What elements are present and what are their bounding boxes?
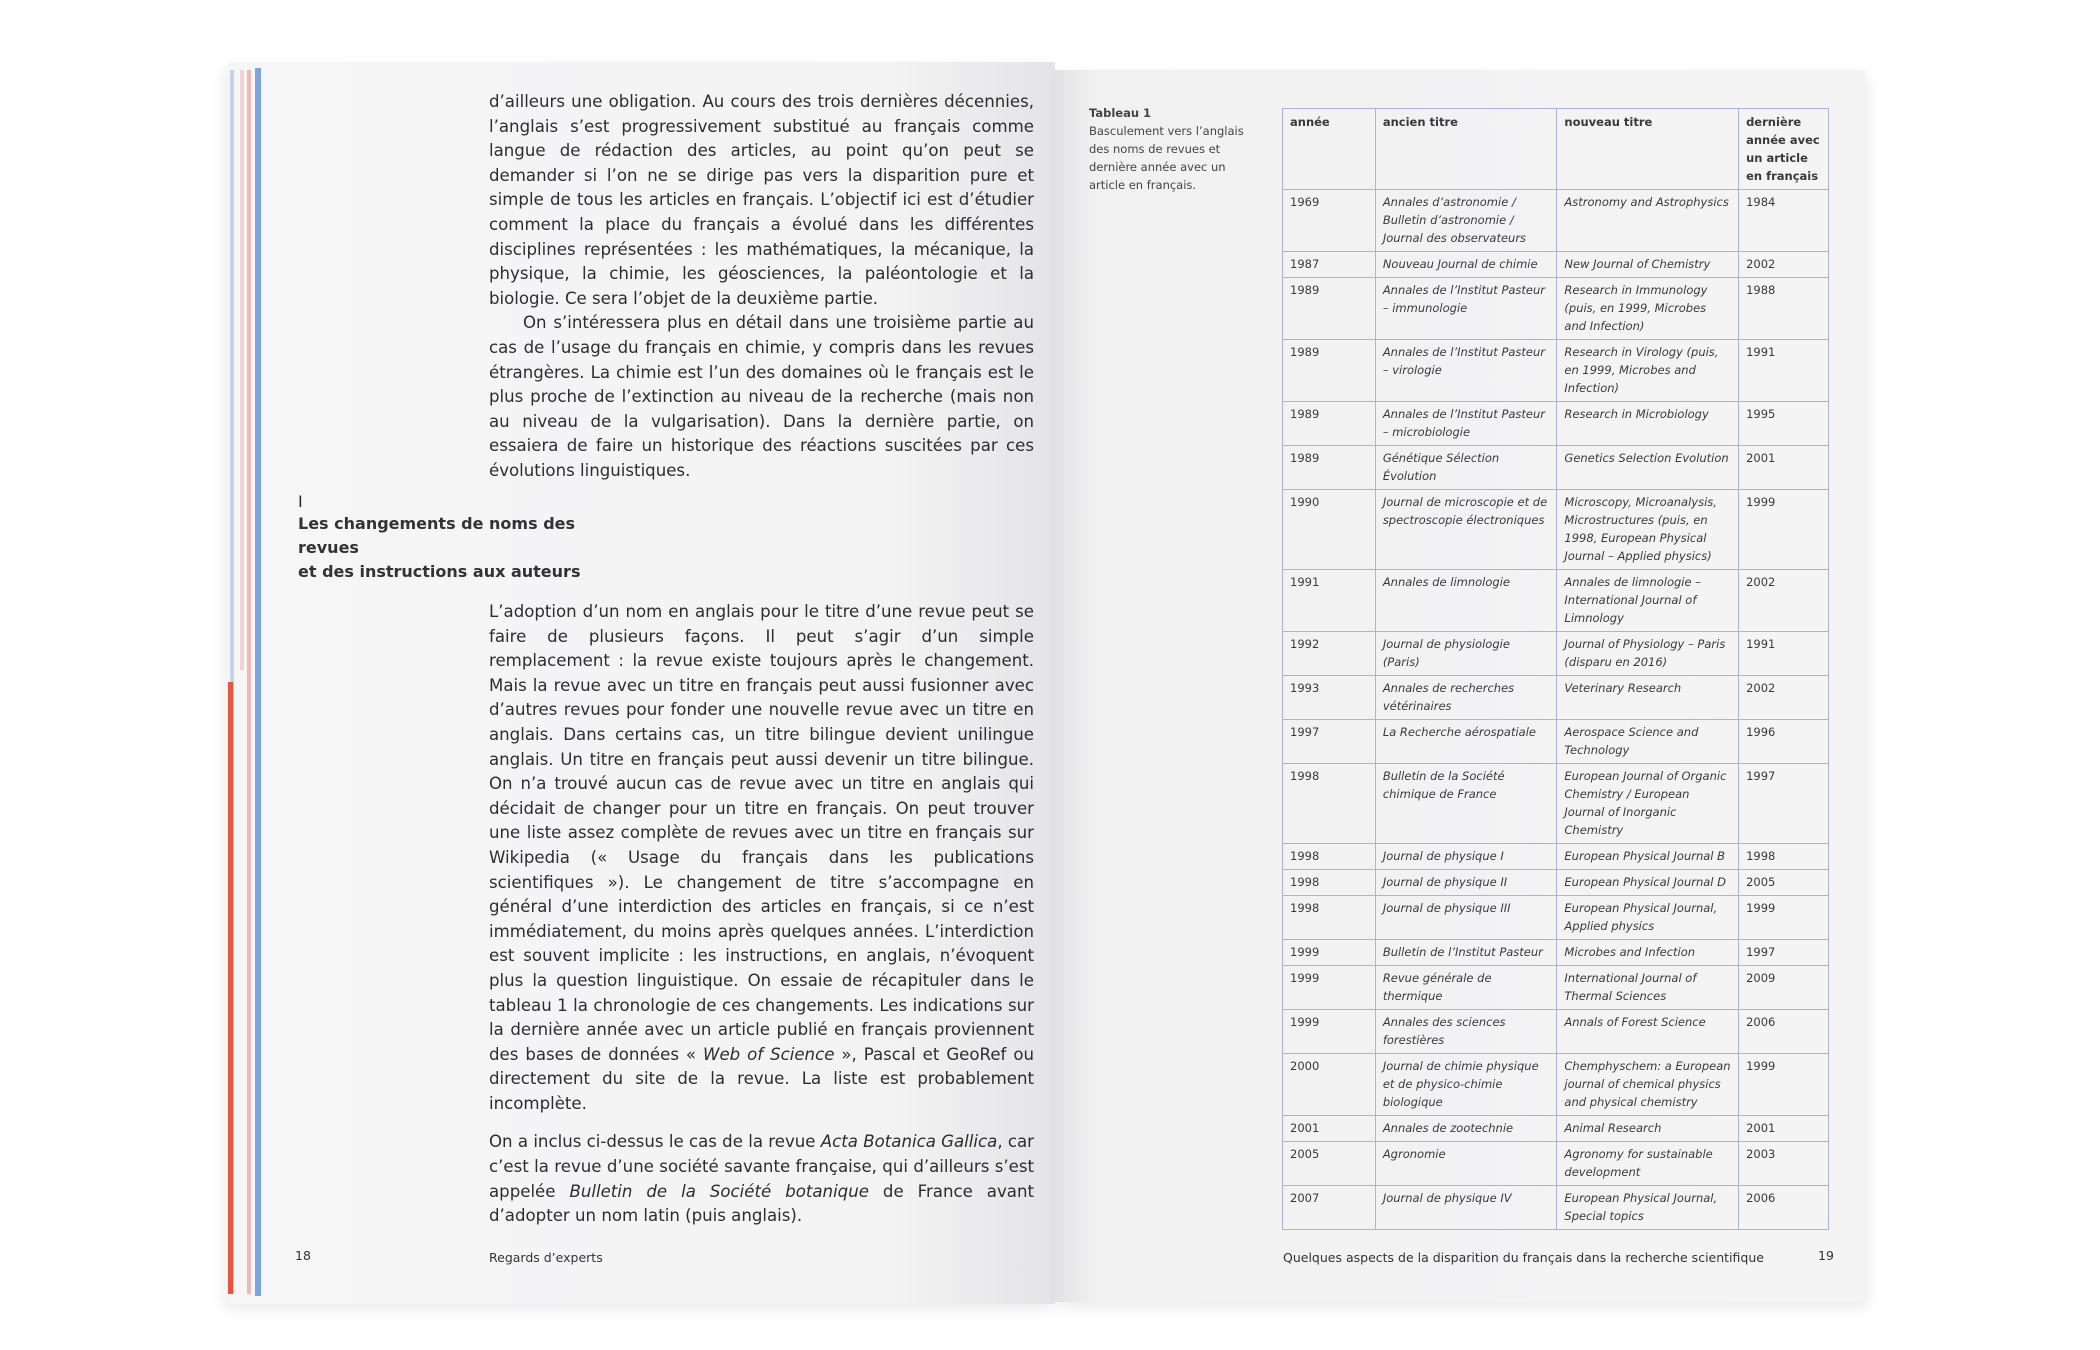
cell-old-title: Journal de physiologie (Paris) [1375, 632, 1557, 676]
cell-new-title: Microscopy, Microanalysis, Microstructures (puis, en 1998, European Physical Journal – Applied physics) [1557, 490, 1739, 570]
cell-last-year: 1995 [1739, 402, 1829, 446]
cell-last-year: 1988 [1739, 278, 1829, 340]
cell-new-title: European Physical Journal, Applied physics [1557, 896, 1739, 940]
section-title [298, 512, 638, 584]
cell-new-title: Research in Immunology (puis, en 1999, Microbes and Infection) [1557, 278, 1739, 340]
cell-last-year: 2001 [1739, 446, 1829, 490]
table-row [1283, 1186, 1829, 1230]
edge-stripe-blue [255, 68, 261, 1296]
header-last-year: dernière année avec un article en français [1739, 109, 1829, 190]
cell-old-title: Bulletin de la Société chimique de France [1375, 764, 1557, 844]
table-row [1283, 1010, 1829, 1054]
table-row [1283, 676, 1829, 720]
table-body [1283, 190, 1829, 1230]
cell-last-year: 2002 [1739, 252, 1829, 278]
right-running-head: Quelques aspects de la disparition du français dans la recherche scientifique [1283, 1250, 1764, 1265]
cell-last-year: 1999 [1739, 490, 1829, 570]
table-row [1283, 340, 1829, 402]
cell-year: 1989 [1283, 278, 1376, 340]
table-row [1283, 190, 1829, 252]
cell-new-title: Chemphyschem: a European journal of chemical physics and physical chemistry [1557, 1054, 1739, 1116]
cell-new-title: Agronomy for sustainable development [1557, 1142, 1739, 1186]
cell-old-title: Annales de limnologie [1375, 570, 1557, 632]
cell-old-title: Génétique Sélection Évolution [1375, 446, 1557, 490]
cell-year: 1989 [1283, 402, 1376, 446]
cell-last-year: 2005 [1739, 870, 1829, 896]
cell-year: 2001 [1283, 1116, 1376, 1142]
cell-new-title: Research in Microbiology [1557, 402, 1739, 446]
section-text-block [489, 600, 1034, 1229]
cell-year: 2007 [1283, 1186, 1376, 1230]
cell-old-title: Annales de l’Institut Pasteur – virologie [1375, 340, 1557, 402]
cell-old-title: Annales de zootechnie [1375, 1116, 1557, 1142]
cell-new-title: Journal of Physiology – Paris (disparu en 2016) [1557, 632, 1739, 676]
table-row [1283, 402, 1829, 446]
cell-last-year: 2002 [1739, 676, 1829, 720]
intro-text-block [489, 90, 1034, 484]
cell-new-title: European Physical Journal, Special topics [1557, 1186, 1739, 1230]
cell-year: 1987 [1283, 252, 1376, 278]
cell-year: 1993 [1283, 676, 1376, 720]
cell-new-title: International Journal of Thermal Sciences [1557, 966, 1739, 1010]
header-year: année [1283, 109, 1376, 190]
cell-old-title: Journal de microscopie et de spectroscopie électroniques [1375, 490, 1557, 570]
cell-year: 1969 [1283, 190, 1376, 252]
cell-last-year: 1996 [1739, 720, 1829, 764]
cell-last-year: 1997 [1739, 940, 1829, 966]
table-row [1283, 278, 1829, 340]
edge-stripe-red [228, 682, 233, 1294]
table-row [1283, 940, 1829, 966]
cell-old-title: Annales de recherches vétérinaires [1375, 676, 1557, 720]
cell-old-title: Nouveau Journal de chimie [1375, 252, 1557, 278]
table-row [1283, 1054, 1829, 1116]
header-old-title: ancien titre [1375, 109, 1557, 190]
cell-old-title: Journal de physique II [1375, 870, 1557, 896]
edge-stripe-pink [247, 70, 251, 1294]
table-header-row [1283, 109, 1829, 190]
cell-old-title: La Recherche aérospatiale [1375, 720, 1557, 764]
table-row [1283, 844, 1829, 870]
cell-new-title: Annals of Forest Science [1557, 1010, 1739, 1054]
table-row [1283, 252, 1829, 278]
cell-new-title: Research in Virology (puis, en 1999, Microbes and Infection) [1557, 340, 1739, 402]
caption-text: Basculement vers l’anglais des noms de revues et dernière année avec un article en français. [1089, 124, 1244, 192]
intro-paragraph: d’ailleurs une obligation. Au cours des trois dernières décennies, l’anglais s’est progressivement substitué au français comme langue de rédaction des articles, au point qu’on peut se demander si l’on ne se dirige pas vers la disparition pure et simple de tous les articles en français. L’objectif ici est d’étudier comment la place du français a évolué dans les différentes disciplines représentées : les mathématiques, la mécanique, la physique, la chimie, les géosciences, la paléontologie et la biologie. Ce sera l’objet de la deuxième partie. [489, 92, 1034, 308]
table-row [1283, 632, 1829, 676]
cell-last-year: 2006 [1739, 1186, 1829, 1230]
cell-last-year: 2001 [1739, 1116, 1829, 1142]
cell-year: 1998 [1283, 844, 1376, 870]
cell-year: 2000 [1283, 1054, 1376, 1116]
section-number: I [298, 492, 303, 511]
table-row [1283, 720, 1829, 764]
cell-old-title: Annales de l’Institut Pasteur – microbiologie [1375, 402, 1557, 446]
left-page-number: 18 [295, 1248, 311, 1263]
cell-year: 1998 [1283, 896, 1376, 940]
paragraph-3-italic: Web of Science [703, 1044, 835, 1064]
cell-year: 1989 [1283, 340, 1376, 402]
cell-year: 1999 [1283, 940, 1376, 966]
cell-new-title: New Journal of Chemistry [1557, 252, 1739, 278]
cell-new-title: Animal Research [1557, 1116, 1739, 1142]
paragraph-4 [489, 1130, 1034, 1228]
cell-old-title: Revue générale de thermique [1375, 966, 1557, 1010]
cell-new-title: Microbes and Infection [1557, 940, 1739, 966]
header-new-title: nouveau titre [1557, 109, 1739, 190]
cell-old-title: Agronomie [1375, 1142, 1557, 1186]
cell-last-year: 1984 [1739, 190, 1829, 252]
cell-new-title: European Physical Journal D [1557, 870, 1739, 896]
paragraph-3-text: L’adoption d’un nom en anglais pour le titre d’une revue peut se faire de plusieurs façons. Il peut s’agir d’un simple remplacement : la revue existe toujours après le changement. Mais la revue avec un titre en français peut aussi fusionner avec d’autres revues pour fonder une nouvelle revue avec un titre en anglais. Dans certains cas, un titre bilingue devient unilingue anglais. Un titre en français peut aussi devenir un titre bilingue. On n’a trouvé aucun cas de revue avec un titre en anglais qui décidait de changer pour un titre en français. On peut trouver une liste assez complète de revues avec un titre en français sur Wikipedia (« Usage du français dans les publications scientifiques »). Le changement de titre s’accompagne en général d’une interdiction des articles en français, si ce n’est immédiatement, du moins après quelques années. L’interdiction est souvent implicite : les instructions, en anglais, n’évoquent plus la question linguistique. On essaie de récapituler dans le tableau 1 la chronologie de ces changements. Les indications sur la dernière année avec un article publié en français proviennent des bases de données « [489, 602, 1034, 1064]
cell-new-title: Aerospace Science and Technology [1557, 720, 1739, 764]
cell-old-title: Annales de l’Institut Pasteur – immunologie [1375, 278, 1557, 340]
paragraph-4-italic-2: Bulletin de la Société botanique [569, 1181, 869, 1201]
paragraph-4-italic-1: Acta Botanica Gallica [820, 1132, 998, 1152]
table-row [1283, 896, 1829, 940]
table-row [1283, 870, 1829, 896]
section-title-line-1: Les changements de noms des revues [298, 514, 576, 557]
table-caption [1089, 104, 1249, 194]
table-row [1283, 966, 1829, 1010]
cell-new-title: Veterinary Research [1557, 676, 1739, 720]
cell-year: 1997 [1283, 720, 1376, 764]
cell-year: 1992 [1283, 632, 1376, 676]
table-row [1283, 1116, 1829, 1142]
right-page-number: 19 [1818, 1248, 1834, 1263]
cell-old-title: Bulletin de l’Institut Pasteur [1375, 940, 1557, 966]
cell-last-year: 2009 [1739, 966, 1829, 1010]
cell-new-title: Astronomy and Astrophysics [1557, 190, 1739, 252]
cell-year: 1991 [1283, 570, 1376, 632]
table-row [1283, 446, 1829, 490]
table-row [1283, 1142, 1829, 1186]
cell-last-year: 1999 [1739, 896, 1829, 940]
section-title-line-2: et des instructions aux auteurs [298, 562, 581, 581]
cell-old-title: Journal de physique IV [1375, 1186, 1557, 1230]
cell-year: 1990 [1283, 490, 1376, 570]
cell-last-year: 1997 [1739, 764, 1829, 844]
cell-last-year: 1998 [1739, 844, 1829, 870]
cell-last-year: 2002 [1739, 570, 1829, 632]
paragraph-3-end: », Pascal et GeoRef ou directement du site de la revue. La liste est probablement incomplète. [489, 1044, 1035, 1113]
cell-year: 1989 [1283, 446, 1376, 490]
cell-last-year: 2003 [1739, 1142, 1829, 1186]
cell-old-title: Annales des sciences forestières [1375, 1010, 1557, 1054]
paragraph-4-c: de France avant d’adopter un nom latin (puis anglais). [489, 1181, 1034, 1226]
paragraph-4-a: On a inclus ci-dessus le cas de la revue [489, 1132, 821, 1152]
cell-new-title: Annales de limnologie – International Journal of Limnology [1557, 570, 1739, 632]
left-running-head: Regards d’experts [489, 1250, 603, 1265]
cell-year: 1999 [1283, 1010, 1376, 1054]
paragraph-2: On s’intéressera plus en détail dans une troisième partie au cas de l’usage du français en chimie, y compris dans les revues étrangères. La chimie est l’un des domaines où le français est le plus proche de l’extinction au niveau de la recherche (mais non au niveau de la vulgarisation). Dans la dernière partie, on essaiera de faire un historique des réactions suscitées par ces évolutions linguistiques. [489, 313, 1034, 480]
cell-new-title: European Journal of Organic Chemistry / European Journal of Inorganic Chemistry [1557, 764, 1739, 844]
table-row [1283, 570, 1829, 632]
table-row [1283, 764, 1829, 844]
cell-new-title: European Physical Journal B [1557, 844, 1739, 870]
cell-last-year: 1999 [1739, 1054, 1829, 1116]
edge-stripe-pink-upper [240, 70, 244, 670]
cell-old-title: Journal de chimie physique et de physico-chimie biologique [1375, 1054, 1557, 1116]
cell-new-title: Genetics Selection Evolution [1557, 446, 1739, 490]
cell-last-year: 1991 [1739, 632, 1829, 676]
cell-old-title: Annales d’astronomie / Bulletin d’astronomie / Journal des observateurs [1375, 190, 1557, 252]
cell-last-year: 2006 [1739, 1010, 1829, 1054]
cell-year: 1999 [1283, 966, 1376, 1010]
cell-year: 1998 [1283, 870, 1376, 896]
cell-last-year: 1991 [1739, 340, 1829, 402]
cell-year: 1998 [1283, 764, 1376, 844]
paragraph-3 [489, 600, 1034, 1116]
caption-title: Tableau 1 [1089, 106, 1152, 120]
cell-old-title: Journal de physique I [1375, 844, 1557, 870]
cell-year: 2005 [1283, 1142, 1376, 1186]
journal-title-table [1282, 108, 1829, 1230]
paragraph-4-b: , car c’est la revue d’une société savante française, qui d’ailleurs s’est appelée [489, 1132, 1034, 1201]
cell-old-title: Journal de physique III [1375, 896, 1557, 940]
table-row [1283, 490, 1829, 570]
